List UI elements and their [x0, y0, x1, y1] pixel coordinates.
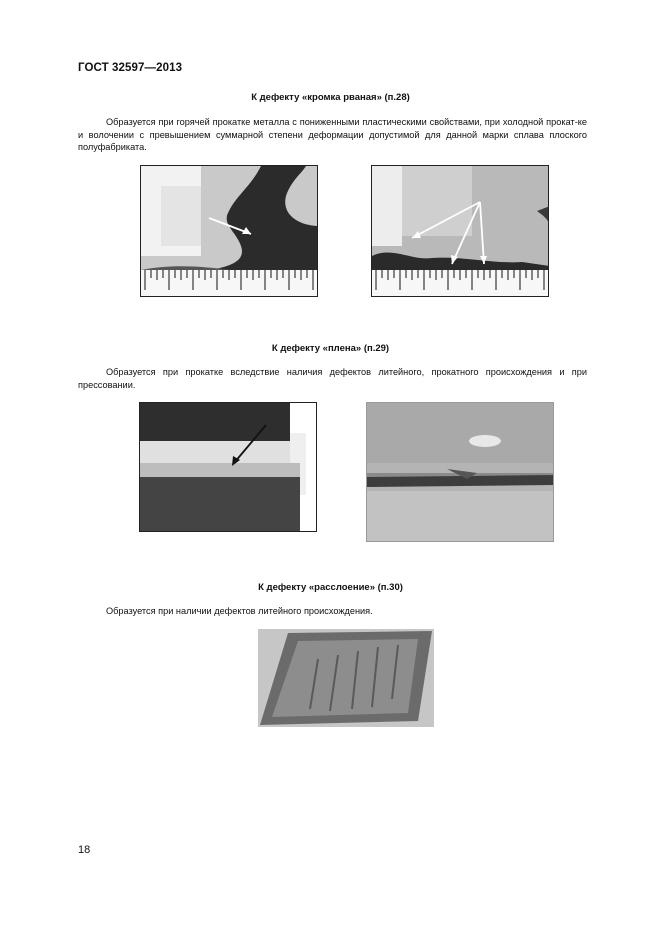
section-heading-lamination: К дефекту «расслоение» (п.30)	[258, 582, 403, 593]
section-heading-torn-edge: К дефекту «кромка рваная» (п.28)	[251, 92, 410, 103]
document-header: ГОСТ 32597—2013	[78, 62, 183, 74]
photo-torn-edge-1	[140, 165, 318, 297]
photo-sliver-1	[139, 402, 317, 532]
section-text-sliver: Образуется при прокатке вследствие наличия дефектов литейного, прокатного происхождения и при прессовании.	[78, 367, 587, 390]
section-text-torn-edge: Образуется при горячей прокатке металла с пониженными пластическими свойствами, при холодной прокат-ке и волочении с превышением суммарной степени деформации допустимой для данной марки сплава плоского полуфабриката.	[78, 117, 587, 152]
photo-torn-edge-2	[371, 165, 549, 297]
section-heading-sliver: К дефекту «плена» (п.29)	[271, 343, 390, 354]
section-text-lamination: Образуется при наличии дефектов литейного происхождения.	[106, 606, 373, 616]
photo-sliver-2	[366, 402, 554, 542]
photo-lamination	[258, 629, 434, 727]
page-number: 18	[78, 844, 91, 856]
